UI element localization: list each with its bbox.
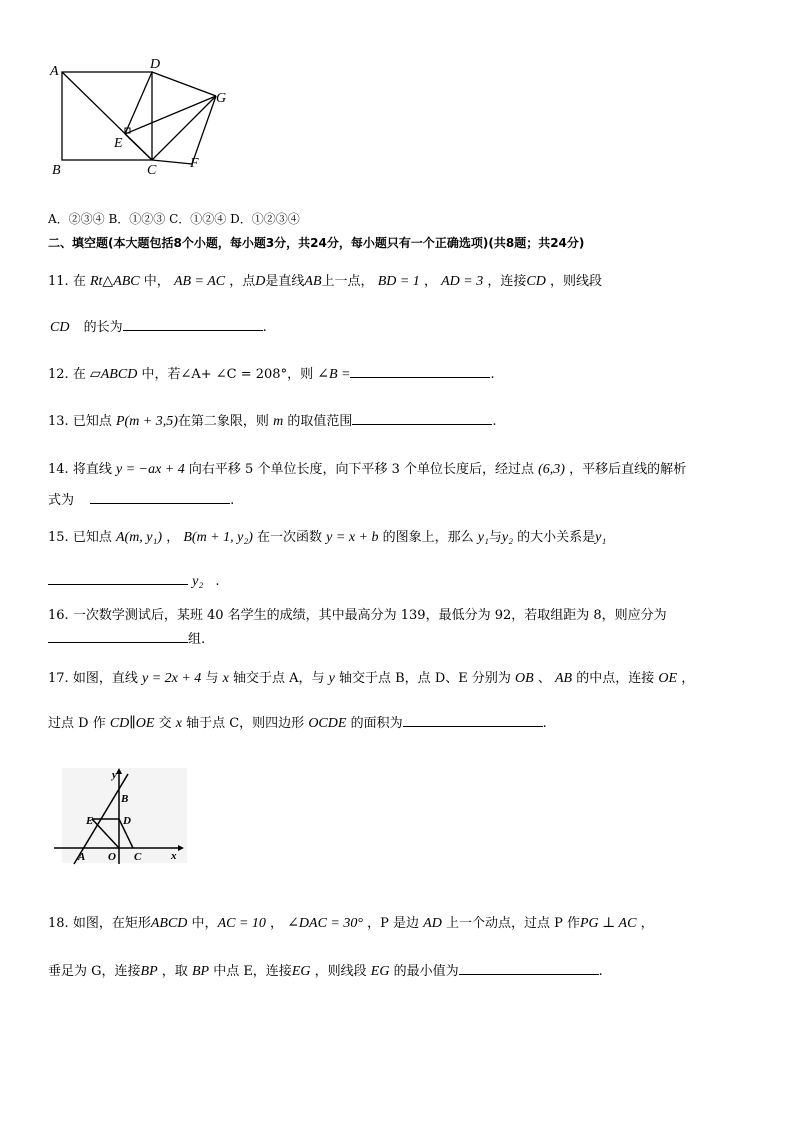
answer-blank-11[interactable]: [123, 318, 263, 331]
question-11-line2: CD 的长为 .: [50, 320, 267, 335]
answer-blank-16[interactable]: [48, 630, 188, 643]
label-C: C: [134, 851, 142, 863]
label-E: E: [114, 136, 123, 151]
question-15-line2: y₂ .: [48, 572, 220, 590]
question-17-line2: 过点 D 作 CD∥OE 交 x 轴于点 C，则四边形 OCDE 的面积为 .: [48, 716, 547, 731]
question-18: 18. 如图，在矩形ABCD 中，AC = 10 ， ∠DAC = 30° ，P 是边 AD 上一个动点，过点 P 作PG ⊥ AC ，: [48, 916, 654, 931]
geometry-figure-1: [40, 55, 240, 185]
answer-blank-18[interactable]: [459, 962, 599, 975]
answer-blank-17[interactable]: [403, 714, 543, 727]
label-F: F: [190, 156, 199, 171]
label-D: D: [123, 815, 131, 827]
label-C: C: [147, 163, 157, 178]
question-15: 15. 已知点 A(m, y₁) ， B(m + 1, y₂) 在一次函数 y = x + b 的图象上，那么 y₁与y₂ 的大小关系是y₁: [48, 530, 607, 545]
label-B: B: [52, 163, 61, 178]
question-11: 11. 在 Rt△ABC 中， AB = AC ，点D是直线AB上一点， BD = 1 ， AD = 3 ，连接CD ，则线段: [48, 274, 602, 289]
label-D: D: [150, 57, 161, 72]
label-O: O: [108, 851, 116, 863]
q10-choices: A．②③④ B．①②③ C．①②④ D．①②③④: [48, 212, 300, 226]
answer-blank-12[interactable]: [350, 365, 490, 378]
label-B: B: [121, 793, 129, 805]
question-14: 14. 将直线 y = −ax + 4 向右平移 5 个单位长度，向下平移 3 个单位长度后，经过点 (6,3) ，平移后直线的解析: [48, 462, 687, 477]
label-E: E: [86, 815, 94, 827]
question-14-line2: 式为 .: [48, 493, 235, 508]
question-16: 16. 一次数学测试后，某班 40 名学生的成绩，其中最高分为 139，最低分为 92，若取组距为 8，则应分为: [48, 608, 667, 623]
answer-blank-14[interactable]: [90, 491, 230, 504]
question-13: 13. 已知点 P(m + 3,5)在第二象限，则 m 的取值范围 .: [48, 414, 497, 429]
section-title: 二、填空题(本大题包括8个小题，每小题3分，共24分，每小题只有一个正确选项)(共8题；共24分): [48, 236, 585, 250]
question-17: 17. 如图，直线 y = 2x + 4 与 x 轴交于点 A，与 y 轴交于点 B，点 D、E 分别为 OB 、 AB 的中点，连接 OE ，: [48, 671, 695, 686]
label-y: y: [112, 769, 117, 781]
question-16-line2: 组.: [48, 628, 205, 647]
answer-blank-15[interactable]: [48, 572, 188, 585]
label-x: x: [171, 850, 177, 862]
question-12: 12. 在 ▱ABCD 中，若∠A+ ∠C = 208°，则 ∠B = .: [48, 367, 495, 382]
answer-blank-13[interactable]: [352, 412, 492, 425]
label-G: G: [216, 91, 227, 106]
label-A: A: [50, 64, 59, 79]
question-18-line2: 垂足为 G，连接BP ，取 BP 中点 E，连接EG ，则线段 EG 的最小值为 .: [48, 964, 603, 979]
coordinate-figure-2: [50, 768, 190, 868]
label-A: A: [78, 851, 86, 863]
